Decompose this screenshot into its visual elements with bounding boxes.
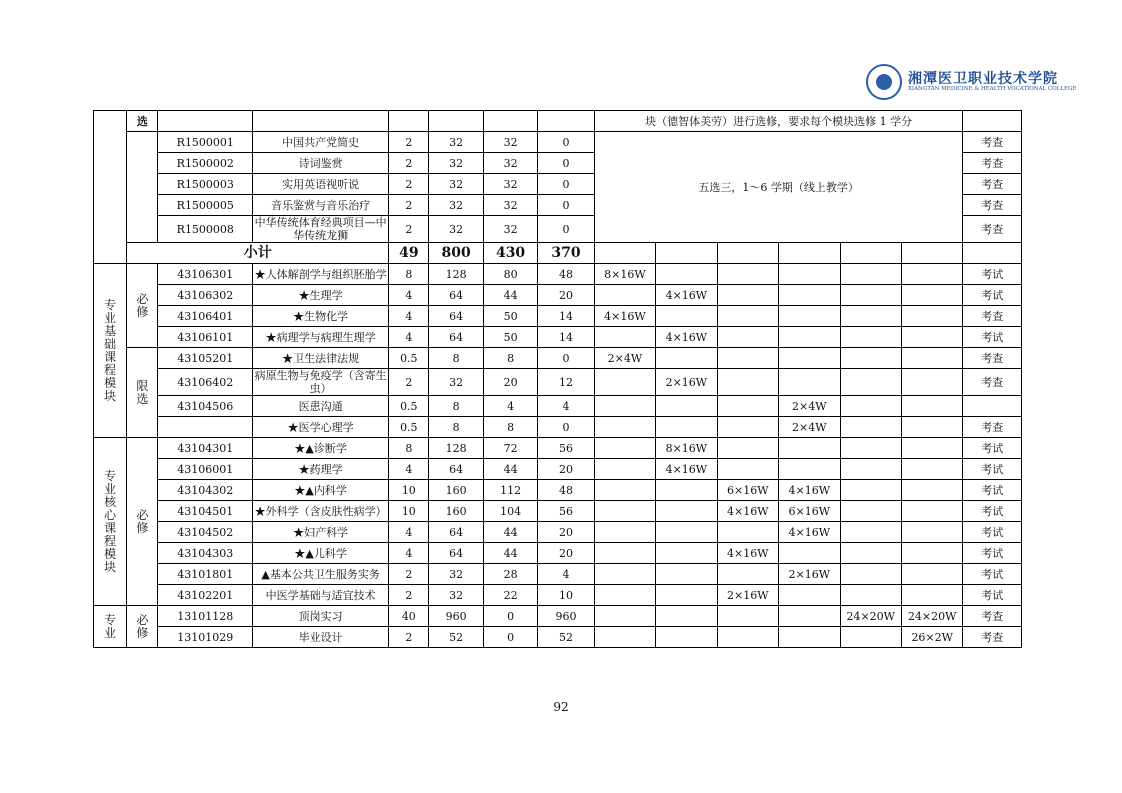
course-name: 病原生物与免疫学（含寄生虫） xyxy=(253,369,389,396)
total-hours-cell: 32 xyxy=(429,132,483,153)
credit-cell: 4 xyxy=(389,327,429,348)
semester-4-cell: 6×16W xyxy=(779,501,840,522)
course-name: ★卫生法律法规 xyxy=(253,348,389,369)
semester-3-cell: 6×16W xyxy=(717,480,778,501)
assessment-cell: 考试 xyxy=(963,480,1022,501)
semester-2-cell: 8×16W xyxy=(656,438,717,459)
credit-cell: 2 xyxy=(389,564,429,585)
credit-cell: 2 xyxy=(389,627,429,648)
credit-cell: 2 xyxy=(389,174,429,195)
category-required: 必 修 xyxy=(127,606,158,648)
course-name: ★医学心理学 xyxy=(253,417,389,438)
semester-1-cell xyxy=(594,285,655,306)
course-code: 43106301 xyxy=(158,264,253,285)
course-code: 43106302 xyxy=(158,285,253,306)
practice-hours-cell: 14 xyxy=(538,306,594,327)
credit-cell: 2 xyxy=(389,369,429,396)
assessment-cell: 考查 xyxy=(963,369,1022,396)
credit-cell: 2 xyxy=(389,585,429,606)
practice-hours-cell: 20 xyxy=(538,543,594,564)
table-row xyxy=(94,417,1022,438)
assessment-cell: 考查 xyxy=(963,132,1022,153)
semester-2-cell xyxy=(656,348,717,369)
practice-hours-cell: 0 xyxy=(538,153,594,174)
theory-hours-cell: 80 xyxy=(483,264,537,285)
total-hours-cell: 8 xyxy=(429,396,483,417)
subtotal-practice: 370 xyxy=(538,243,594,264)
semester-4-cell: 4×16W xyxy=(779,480,840,501)
total-hours-cell: 960 xyxy=(429,606,483,627)
total-hours-cell: 32 xyxy=(429,153,483,174)
module-label-core: 专 业 核 心 课 程 模 块 xyxy=(94,438,127,606)
college-logo xyxy=(866,64,1077,104)
total-hours-cell: 64 xyxy=(429,285,483,306)
credit-cell: 4 xyxy=(389,306,429,327)
semester-4-cell xyxy=(779,543,840,564)
assessment-cell: 考试 xyxy=(963,264,1022,285)
assessment-cell: 考试 xyxy=(963,501,1022,522)
course-code: 43102201 xyxy=(158,585,253,606)
semester-3-cell: 4×16W xyxy=(717,543,778,564)
semester-2-cell xyxy=(656,480,717,501)
assessment-cell: 考试 xyxy=(963,459,1022,480)
assessment-cell: 考查 xyxy=(963,195,1022,216)
college-emblem-icon xyxy=(866,64,902,100)
semester-2-cell: 2×16W xyxy=(656,369,717,396)
category-cell: 选 xyxy=(127,111,158,132)
theory-hours-cell: 50 xyxy=(483,306,537,327)
course-code: R1500005 xyxy=(158,195,253,216)
category-required: 必 修 xyxy=(127,264,158,348)
subtotal-total: 800 xyxy=(429,243,483,264)
subtotal-credit: 49 xyxy=(389,243,429,264)
subtotal-row xyxy=(94,243,1022,264)
theory-hours-cell: 44 xyxy=(483,285,537,306)
table-row xyxy=(94,501,1022,522)
theory-hours-cell: 4 xyxy=(483,396,537,417)
total-hours-cell: 8 xyxy=(429,348,483,369)
course-code: 13101128 xyxy=(158,606,253,627)
theory-hours-cell: 0 xyxy=(483,627,537,648)
total-hours-cell: 52 xyxy=(429,627,483,648)
course-code: 43106402 xyxy=(158,369,253,396)
total-hours-cell: 64 xyxy=(429,327,483,348)
elective-schedule-note: 五选三，1～6 学期（线上教学） xyxy=(594,132,963,243)
practice-hours-cell: 48 xyxy=(538,480,594,501)
semester-1-cell: 8×16W xyxy=(594,264,655,285)
course-name: ★人体解剖学与组织胚胎学 xyxy=(253,264,389,285)
semester-2-cell xyxy=(656,417,717,438)
course-name: 诗词鉴赏 xyxy=(253,153,389,174)
theory-hours-cell: 44 xyxy=(483,543,537,564)
course-name: 中国共产党简史 xyxy=(253,132,389,153)
total-hours-cell: 128 xyxy=(429,438,483,459)
practice-hours-cell: 0 xyxy=(538,348,594,369)
semester-5-cell xyxy=(840,627,901,648)
practice-hours-cell: 12 xyxy=(538,369,594,396)
semester-6-cell: 24×20W xyxy=(901,606,963,627)
semester-3-cell: 4×16W xyxy=(717,501,778,522)
theory-hours-cell: 22 xyxy=(483,585,537,606)
semester-3-cell xyxy=(717,564,778,585)
table-row xyxy=(94,438,1022,459)
semester-2-cell: 4×16W xyxy=(656,285,717,306)
semester-3-cell: 2×16W xyxy=(717,585,778,606)
course-code: R1500001 xyxy=(158,132,253,153)
semester-2-cell xyxy=(656,501,717,522)
semester-4-cell xyxy=(779,459,840,480)
assessment-cell: 考试 xyxy=(963,564,1022,585)
semester-5-cell: 24×20W xyxy=(840,606,901,627)
course-code: 43105201 xyxy=(158,348,253,369)
practice-hours-cell: 20 xyxy=(538,285,594,306)
assessment-cell: 考查 xyxy=(963,627,1022,648)
semester-2-cell xyxy=(656,522,717,543)
assessment-cell: 考查 xyxy=(963,606,1022,627)
course-code xyxy=(158,417,253,438)
subtotal-theory: 430 xyxy=(483,243,537,264)
semester-4-cell: 2×16W xyxy=(779,564,840,585)
table-row xyxy=(94,369,1022,396)
theory-hours-cell: 72 xyxy=(483,438,537,459)
course-name: ★病理学与病理生理学 xyxy=(253,327,389,348)
total-hours-cell: 32 xyxy=(429,369,483,396)
category-limited: 限 选 xyxy=(127,348,158,438)
course-code: 43104303 xyxy=(158,543,253,564)
credit-cell: 2 xyxy=(389,132,429,153)
practice-hours-cell: 14 xyxy=(538,327,594,348)
semester-2-cell xyxy=(656,564,717,585)
course-code: 43101801 xyxy=(158,564,253,585)
theory-hours-cell: 32 xyxy=(483,174,537,195)
theory-hours-cell: 0 xyxy=(483,606,537,627)
theory-hours-cell: 8 xyxy=(483,417,537,438)
assessment-cell: 考试 xyxy=(963,438,1022,459)
course-name: 实用英语视听说 xyxy=(253,174,389,195)
course-name: 中华传统体育经典项目—中华传统龙狮 xyxy=(253,216,389,243)
credit-cell: 2 xyxy=(389,195,429,216)
category-required: 必 修 xyxy=(127,438,158,606)
practice-hours-cell: 4 xyxy=(538,396,594,417)
course-name: 医患沟通 xyxy=(253,396,389,417)
credit-cell: 4 xyxy=(389,285,429,306)
assessment-cell: 考查 xyxy=(963,174,1022,195)
assessment-cell: 考查 xyxy=(963,306,1022,327)
assessment-cell: 考查 xyxy=(963,153,1022,174)
semester-3-cell xyxy=(717,459,778,480)
theory-hours-cell: 32 xyxy=(483,195,537,216)
credit-cell: 10 xyxy=(389,480,429,501)
practice-hours-cell: 56 xyxy=(538,438,594,459)
table-row xyxy=(94,132,1022,153)
total-hours-cell: 64 xyxy=(429,459,483,480)
course-code: 43104301 xyxy=(158,438,253,459)
assessment-cell: 考试 xyxy=(963,327,1022,348)
practice-hours-cell: 48 xyxy=(538,264,594,285)
module-cell xyxy=(94,111,127,264)
table-row xyxy=(94,327,1022,348)
credit-cell: 40 xyxy=(389,606,429,627)
semester-2-cell xyxy=(656,396,717,417)
semester-3-cell xyxy=(717,522,778,543)
assessment-cell: 考试 xyxy=(963,585,1022,606)
page-number: 92 xyxy=(553,700,569,714)
table-row xyxy=(94,306,1022,327)
logo-english-name: XIANGTAN MEDICINE & HEALTH VOCATIONAL COLLEGE xyxy=(908,86,1077,92)
module-label-practice: 专 业 xyxy=(94,606,127,648)
practice-hours-cell: 0 xyxy=(538,195,594,216)
semester-1-cell xyxy=(594,327,655,348)
total-hours-cell: 32 xyxy=(429,174,483,195)
semester-4-cell: 4×16W xyxy=(779,522,840,543)
course-code: 43106001 xyxy=(158,459,253,480)
credit-cell: 8 xyxy=(389,438,429,459)
total-hours-cell: 128 xyxy=(429,264,483,285)
assessment-cell xyxy=(963,396,1022,417)
credit-cell: 10 xyxy=(389,501,429,522)
course-name: ★▲诊断学 xyxy=(253,438,389,459)
table-row xyxy=(94,264,1022,285)
semester-4-cell: 2×4W xyxy=(779,417,840,438)
practice-hours-cell: 0 xyxy=(538,132,594,153)
assessment-cell: 考试 xyxy=(963,522,1022,543)
curriculum-table xyxy=(93,110,1022,648)
assessment-cell: 考查 xyxy=(963,348,1022,369)
practice-hours-cell: 4 xyxy=(538,564,594,585)
credit-cell: 4 xyxy=(389,522,429,543)
course-code: 43106401 xyxy=(158,306,253,327)
total-hours-cell: 32 xyxy=(429,216,483,243)
theory-hours-cell: 8 xyxy=(483,348,537,369)
semester-1-cell: 4×16W xyxy=(594,306,655,327)
semester-6-cell: 26×2W xyxy=(901,627,963,648)
theory-hours-cell: 32 xyxy=(483,153,537,174)
table-row xyxy=(94,627,1022,648)
total-hours-cell: 8 xyxy=(429,417,483,438)
module-label-basic: 专 业 基 础 课 程 模 块 xyxy=(94,264,127,438)
practice-hours-cell: 0 xyxy=(538,216,594,243)
credit-cell: 4 xyxy=(389,543,429,564)
semester-4-cell xyxy=(779,585,840,606)
practice-hours-cell: 960 xyxy=(538,606,594,627)
credit-cell: 8 xyxy=(389,264,429,285)
semester-1-cell xyxy=(594,369,655,396)
theory-hours-cell: 104 xyxy=(483,501,537,522)
total-hours-cell: 160 xyxy=(429,480,483,501)
semester-1-cell xyxy=(594,396,655,417)
credit-cell: 0.5 xyxy=(389,396,429,417)
assessment-cell: 考查 xyxy=(963,216,1022,243)
course-name: 毕业设计 xyxy=(253,627,389,648)
total-hours-cell: 64 xyxy=(429,543,483,564)
semester-2-cell: 4×16W xyxy=(656,327,717,348)
table-row xyxy=(94,543,1022,564)
course-name: ★▲儿科学 xyxy=(253,543,389,564)
semester-1-cell: 2×4W xyxy=(594,348,655,369)
table-row xyxy=(94,111,1022,132)
theory-hours-cell: 44 xyxy=(483,522,537,543)
course-code: R1500003 xyxy=(158,174,253,195)
semester-2-cell xyxy=(656,585,717,606)
course-code: 43104501 xyxy=(158,501,253,522)
theory-hours-cell: 44 xyxy=(483,459,537,480)
table-row xyxy=(94,285,1022,306)
course-code: 43104506 xyxy=(158,396,253,417)
course-code: 43106101 xyxy=(158,327,253,348)
semester-4-cell xyxy=(779,438,840,459)
theory-hours-cell: 28 xyxy=(483,564,537,585)
semester-3-cell xyxy=(717,438,778,459)
practice-hours-cell: 56 xyxy=(538,501,594,522)
total-hours-cell: 64 xyxy=(429,306,483,327)
table-row xyxy=(94,348,1022,369)
course-name: 顶岗实习 xyxy=(253,606,389,627)
assessment-cell: 考试 xyxy=(963,285,1022,306)
course-name: ★生物化学 xyxy=(253,306,389,327)
theory-hours-cell: 20 xyxy=(483,369,537,396)
total-hours-cell: 32 xyxy=(429,585,483,606)
credit-cell: 2 xyxy=(389,216,429,243)
semester-1-cell xyxy=(594,417,655,438)
assessment-cell: 考查 xyxy=(963,417,1022,438)
total-hours-cell: 160 xyxy=(429,501,483,522)
table-row xyxy=(94,459,1022,480)
semester-2-cell xyxy=(656,306,717,327)
course-code: 43104502 xyxy=(158,522,253,543)
semester-4-cell xyxy=(779,348,840,369)
theory-hours-cell: 32 xyxy=(483,132,537,153)
elective-requirement-note: 块（德智体美劳）进行选修，要求每个模块选修 1 学分 xyxy=(594,111,963,132)
credit-cell: 0.5 xyxy=(389,348,429,369)
course-name: ★▲内科学 xyxy=(253,480,389,501)
credit-cell: 2 xyxy=(389,153,429,174)
course-name: ★妇产科学 xyxy=(253,522,389,543)
total-hours-cell: 64 xyxy=(429,522,483,543)
course-code: R1500008 xyxy=(158,216,253,243)
theory-hours-cell: 32 xyxy=(483,216,537,243)
course-name: ★生理学 xyxy=(253,285,389,306)
logo-chinese-name: 湘潭医卫职业技术学院 xyxy=(908,71,1058,87)
table-row xyxy=(94,606,1022,627)
course-name: ★外科学（含皮肤性病学） xyxy=(253,501,389,522)
practice-hours-cell: 20 xyxy=(538,459,594,480)
course-name: 中医学基础与适宜技术 xyxy=(253,585,389,606)
total-hours-cell: 32 xyxy=(429,195,483,216)
assessment-cell: 考试 xyxy=(963,543,1022,564)
table-row xyxy=(94,396,1022,417)
practice-hours-cell: 10 xyxy=(538,585,594,606)
table-row xyxy=(94,585,1022,606)
practice-hours-cell: 0 xyxy=(538,417,594,438)
semester-2-cell: 4×16W xyxy=(656,459,717,480)
course-code: R1500002 xyxy=(158,153,253,174)
course-name: ★药理学 xyxy=(253,459,389,480)
course-code: 13101029 xyxy=(158,627,253,648)
semester-4-cell xyxy=(779,369,840,396)
theory-hours-cell: 112 xyxy=(483,480,537,501)
course-code: 43104302 xyxy=(158,480,253,501)
table-row xyxy=(94,522,1022,543)
table-row xyxy=(94,564,1022,585)
credit-cell: 4 xyxy=(389,459,429,480)
subtotal-label: 小计 xyxy=(127,243,389,264)
credit-cell: 0.5 xyxy=(389,417,429,438)
course-name: 音乐鉴赏与音乐治疗 xyxy=(253,195,389,216)
semester-2-cell xyxy=(656,264,717,285)
practice-hours-cell: 0 xyxy=(538,174,594,195)
table-row xyxy=(94,480,1022,501)
theory-hours-cell: 50 xyxy=(483,327,537,348)
practice-hours-cell: 20 xyxy=(538,522,594,543)
semester-2-cell xyxy=(656,543,717,564)
practice-hours-cell: 52 xyxy=(538,627,594,648)
semester-4-cell: 2×4W xyxy=(779,396,840,417)
course-name: ▲基本公共卫生服务实务 xyxy=(253,564,389,585)
total-hours-cell: 32 xyxy=(429,564,483,585)
